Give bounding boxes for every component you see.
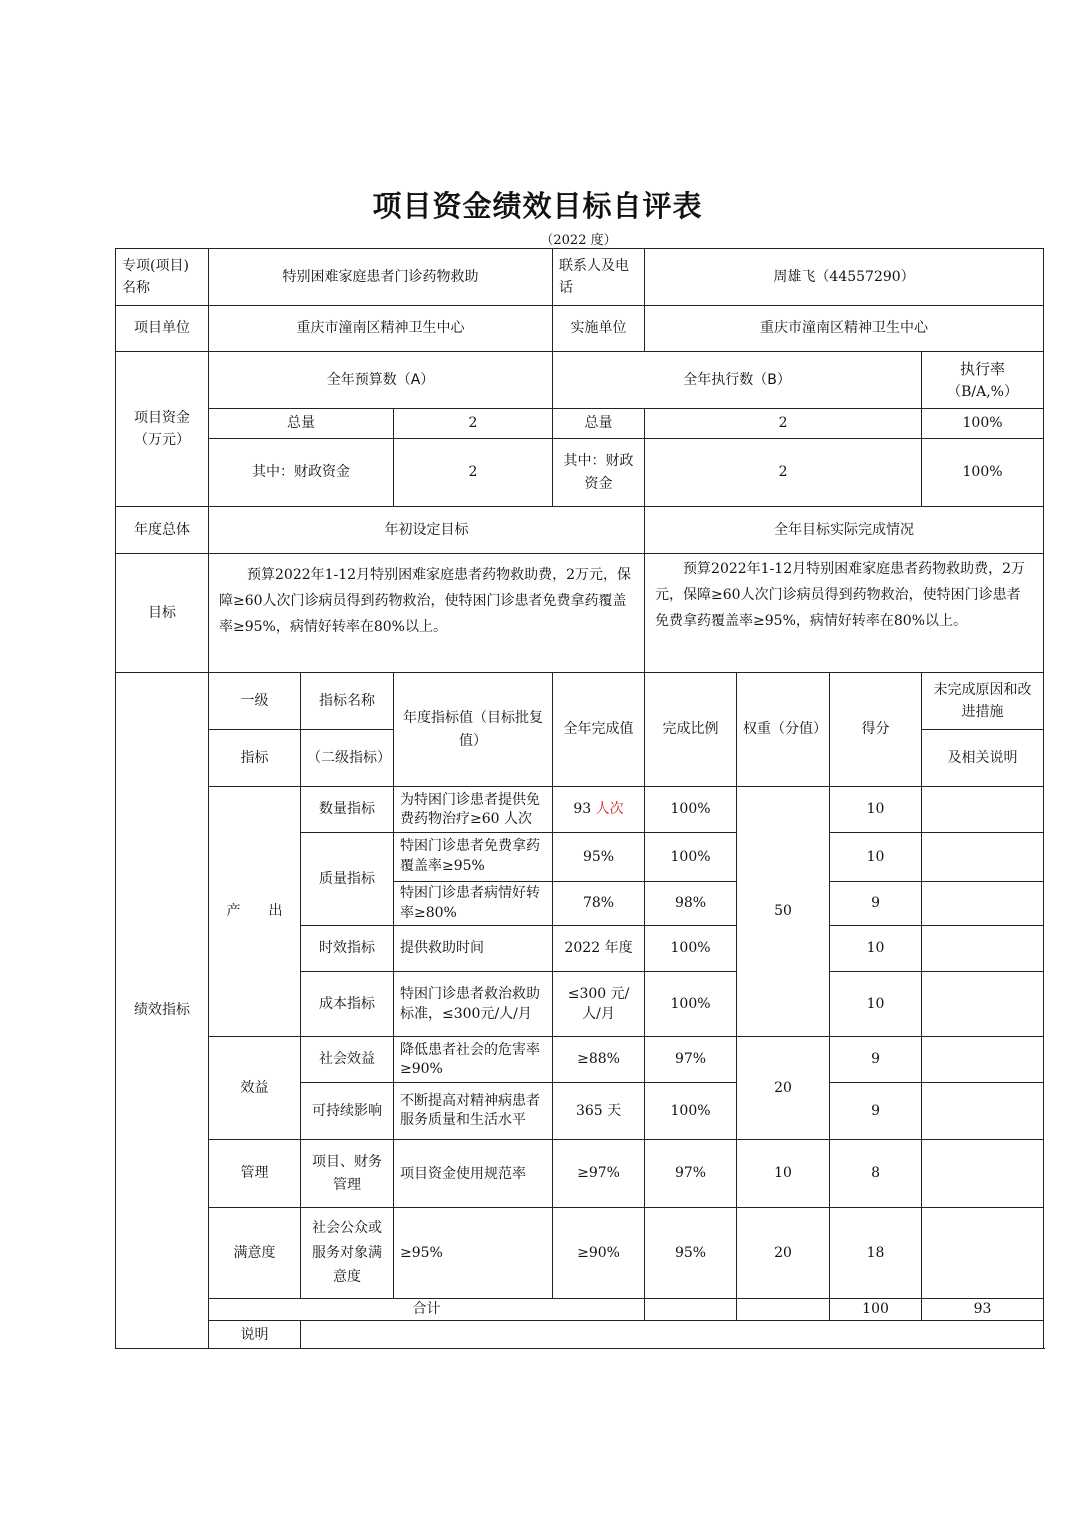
total-weight: 100 xyxy=(830,1299,922,1321)
indicator-name: 社会公众或服务对象满意度 xyxy=(301,1208,394,1299)
indicator-score: 10 xyxy=(830,787,922,833)
contact-label: 联系人及电话 xyxy=(553,249,645,306)
fiscal-label-b: 其中：财政资金 xyxy=(553,439,645,507)
indicator-score: 18 xyxy=(830,1208,922,1299)
unit-label: 项目单位 xyxy=(116,306,209,352)
total-budget: 2 xyxy=(394,409,553,439)
total-actual xyxy=(645,1299,737,1321)
indicator-row xyxy=(116,1037,1044,1083)
indicator-actual: ≥90% xyxy=(553,1208,645,1299)
indicator-name: 时效指标 xyxy=(301,926,394,972)
project-name-row xyxy=(116,249,1044,306)
indicator-reason xyxy=(922,972,1044,1037)
note-label: 说明 xyxy=(209,1321,301,1349)
output-label: 产 出 xyxy=(209,787,301,1037)
indicator-target: 不断提高对精神病患者服务质量和生活水平 xyxy=(394,1083,553,1140)
header-name-a: 指标名称 xyxy=(301,673,394,730)
indicator-header-row-1 xyxy=(116,673,1044,730)
indicator-actual xyxy=(553,787,645,833)
header-level1-a: 一级 xyxy=(209,673,301,730)
rate-header-line1: 执行率 xyxy=(960,359,1006,378)
header-target: 年度指标值（目标批复值） xyxy=(394,673,553,787)
total-row xyxy=(116,1299,1044,1321)
fiscal-exec: 2 xyxy=(645,439,922,507)
indicator-ratio: 100% xyxy=(645,926,737,972)
indicator-reason xyxy=(922,882,1044,926)
indicator-score: 10 xyxy=(830,972,922,1037)
indicator-ratio: 98% xyxy=(645,882,737,926)
indicator-actual: 365 天 xyxy=(553,1083,645,1140)
satisfaction-weight: 20 xyxy=(737,1208,830,1299)
indicator-reason xyxy=(922,1208,1044,1299)
header-name-b: （二级指标） xyxy=(301,730,394,787)
indicator-actual: ≥97% xyxy=(553,1140,645,1208)
indicator-target: 特困门诊患者病情好转率≥80% xyxy=(394,882,553,926)
impl-value: 重庆市潼南区精神卫生中心 xyxy=(645,306,1044,352)
indicator-actual: 95% xyxy=(553,833,645,882)
indicator-ratio: 97% xyxy=(645,1037,737,1083)
indicator-actual: 2022 年度 xyxy=(553,926,645,972)
benefit-label: 效益 xyxy=(209,1037,301,1140)
indicator-ratio: 97% xyxy=(645,1140,737,1208)
indicator-reason xyxy=(922,1083,1044,1140)
note-value xyxy=(301,1321,1044,1349)
total-exec: 2 xyxy=(645,409,922,439)
indicator-target: 提供救助时间 xyxy=(394,926,553,972)
actual-number: 93 xyxy=(573,801,592,818)
goals-label-1: 年度总体 xyxy=(116,507,209,554)
indicator-actual: ≥88% xyxy=(553,1037,645,1083)
indicator-score: 10 xyxy=(830,926,922,972)
indicator-ratio: 100% xyxy=(645,972,737,1037)
goals-actual-text: 预算2022年1-12月特别困难家庭患者药物救助费，2万元，保障≥60人次门诊病员得到药物救治，使特困门诊患者免费拿药覆盖率≥95%，病情好转率在80%以上。 xyxy=(645,554,1044,673)
indicator-ratio: 100% xyxy=(645,1083,737,1140)
indicator-reason xyxy=(922,833,1044,882)
contact-value: 周雄飞（44557290） xyxy=(645,249,1044,306)
indicator-score: 9 xyxy=(830,1037,922,1083)
output-weight: 50 xyxy=(737,787,830,1037)
funds-total-row xyxy=(116,409,1044,439)
goals-header-row xyxy=(116,507,1044,554)
header-score: 得分 xyxy=(830,673,922,787)
indicator-reason xyxy=(922,787,1044,833)
header-ratio: 完成比例 xyxy=(645,673,737,787)
indicator-name: 项目、财务管理 xyxy=(301,1140,394,1208)
impl-label: 实施单位 xyxy=(553,306,645,352)
goals-actual-header: 全年目标实际完成情况 xyxy=(645,507,1044,554)
manage-weight: 10 xyxy=(737,1140,830,1208)
indicator-actual: ≤300 元/人/月 xyxy=(553,972,645,1037)
indicator-reason xyxy=(922,1037,1044,1083)
note-row xyxy=(116,1321,1044,1349)
indicator-reason xyxy=(922,926,1044,972)
header-actual: 全年完成值 xyxy=(553,673,645,787)
indicator-name: 数量指标 xyxy=(301,787,394,833)
total-ratio xyxy=(737,1299,830,1321)
benefit-weight: 20 xyxy=(737,1037,830,1140)
header-reason-a: 未完成原因和改进措施 xyxy=(922,673,1044,730)
year-subtitle: （2022 度） xyxy=(540,233,617,248)
funds-header-row xyxy=(116,352,1044,409)
indicator-reason xyxy=(922,1140,1044,1208)
indicator-row xyxy=(116,1208,1044,1299)
indicator-score: 8 xyxy=(830,1140,922,1208)
satisfaction-label: 满意度 xyxy=(209,1208,301,1299)
budget-header: 全年预算数（A） xyxy=(209,352,553,409)
unit-value: 重庆市潼南区精神卫生中心 xyxy=(209,306,553,352)
indicator-target: ≥95% xyxy=(394,1208,553,1299)
indicator-ratio: 100% xyxy=(645,833,737,882)
evaluation-table xyxy=(115,248,1044,1349)
actual-unit: 人次 xyxy=(595,801,624,818)
fiscal-budget: 2 xyxy=(394,439,553,507)
goals-text-row xyxy=(116,554,1044,673)
header-level1-b: 指标 xyxy=(209,730,301,787)
rate-header xyxy=(922,352,1044,409)
goals-label-2: 目标 xyxy=(116,554,209,673)
indicator-row xyxy=(116,1140,1044,1208)
total-label: 合计 xyxy=(209,1299,645,1321)
indicator-score: 9 xyxy=(830,1083,922,1140)
indicator-row xyxy=(116,787,1044,833)
indicator-name: 可持续影响 xyxy=(301,1083,394,1140)
goals-set-text: 预算2022年1-12月特别困难家庭患者药物救助费，2万元，保障≥60人次门诊病员得到药物救治，使特困门诊患者免费拿药覆盖率≥95%，病情好转率在80%以上。 xyxy=(209,554,645,673)
indicator-target: 降低患者社会的危害率≥90% xyxy=(394,1037,553,1083)
indicator-target: 为特困门诊患者提供免费药物治疗≥60 人次 xyxy=(394,787,553,833)
indicators-section-label: 绩效指标 xyxy=(116,673,209,1349)
indicator-name: 成本指标 xyxy=(301,972,394,1037)
funds-label: 项目资金（万元） xyxy=(116,352,209,507)
fiscal-label-a: 其中：财政资金 xyxy=(209,439,394,507)
unit-row xyxy=(116,306,1044,352)
total-score: 93 xyxy=(922,1299,1044,1321)
indicator-ratio: 95% xyxy=(645,1208,737,1299)
project-name-value: 特别困难家庭患者门诊药物救助 xyxy=(209,249,553,306)
goals-set-header: 年初设定目标 xyxy=(209,507,645,554)
indicator-target: 项目资金使用规范率 xyxy=(394,1140,553,1208)
total-rate: 100% xyxy=(922,409,1044,439)
indicator-actual: 78% xyxy=(553,882,645,926)
total-label-b: 总量 xyxy=(553,409,645,439)
rate-header-line2: （B/A,%） xyxy=(947,383,1018,400)
project-name-label: 专项(项目)名称 xyxy=(116,249,209,306)
indicator-name: 社会效益 xyxy=(301,1037,394,1083)
manage-label: 管理 xyxy=(209,1140,301,1208)
exec-header: 全年执行数（B） xyxy=(553,352,922,409)
page-title: 项目资金绩效目标自评表 xyxy=(372,189,703,223)
funds-fiscal-row xyxy=(116,439,1044,507)
header-reason-b: 及相关说明 xyxy=(922,730,1044,787)
indicator-score: 9 xyxy=(830,882,922,926)
indicator-target: 特困门诊患者免费拿药覆盖率≥95% xyxy=(394,833,553,882)
indicator-target: 特困门诊患者救治救助标准，≤300元/人/月 xyxy=(394,972,553,1037)
total-label-a: 总量 xyxy=(209,409,394,439)
indicator-name: 质量指标 xyxy=(301,833,394,926)
header-weight: 权重（分值） xyxy=(737,673,830,787)
indicator-score: 10 xyxy=(830,833,922,882)
fiscal-rate: 100% xyxy=(922,439,1044,507)
indicator-ratio: 100% xyxy=(645,787,737,833)
